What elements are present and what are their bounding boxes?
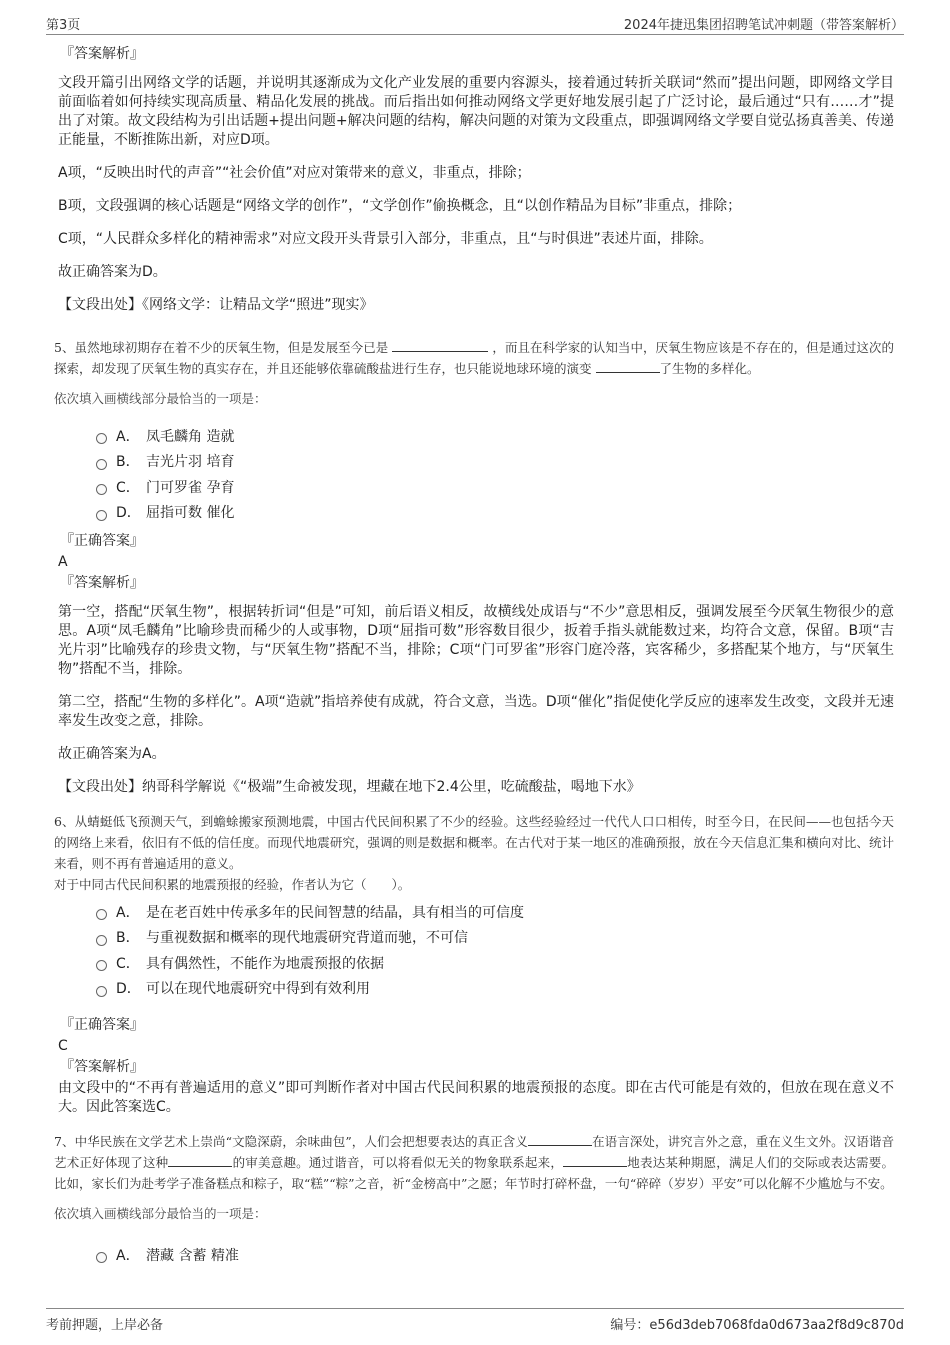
q5-source: 【文段出处】纳哥科学解说《“极端”生命被发现，埋藏在地下2.4公里，吃硫酸盐，喝地下水》	[58, 779, 641, 795]
q6-question: 对于中同古代民间积累的地震预报的经验，作者认为它（ ）。	[54, 877, 411, 892]
radio-icon[interactable]	[96, 459, 107, 470]
radio-icon[interactable]	[96, 935, 107, 946]
q7-stem-part4: 地表达某种期愿，满足人们的交际或表达需要。比如，家长们为赴考学子准备糕点和粽子，取“糕”“粽”之音，祈“金榜高中”之愿；年节时打碎杯盘，一句“碎碎（岁岁）平安”可以化解不少尴尬与不安。	[54, 1155, 894, 1191]
footer-slogan: 考前押题，上岸必备	[46, 1318, 164, 1333]
q5-stem	[54, 337, 894, 379]
q6-option-b[interactable]: B． 与重视数据和概率的现代地震研究背道而驰，不可信	[96, 925, 894, 951]
q6-stem: 6、从蜻蜓低飞预测天气，到蟾蜍搬家预测地震，中国古代民间积累了不少的经验。这些经验经过一代代人口口相传，时至今日，在民间——也包括今天的网络上来看，依旧有不低的信任度。而现代地震研究，强调的则是数据和概率。在古代对于某一地区的准确预报，放在今天信息汇集和横向对比、统计来看，则不再有普遍适用的意义。	[54, 814, 894, 871]
radio-icon[interactable]	[96, 960, 107, 971]
q7-fill-prompt: 依次填入画横线部分最恰当的一项是：	[54, 1206, 267, 1221]
correct-answer-label: 『正确答案』	[60, 533, 144, 549]
q5-option-c[interactable]: C． 门可罗雀 孕育	[96, 474, 894, 500]
q5-blank-2	[596, 360, 660, 373]
radio-icon[interactable]	[96, 986, 107, 997]
q7-option-a[interactable]: A． 潜藏 含蓄 精准	[96, 1242, 894, 1268]
page-footer	[46, 1308, 904, 1333]
q5-conclusion: 故正确答案为A。	[58, 746, 166, 762]
q4-option-c-note: C项，“人民群众多样化的精神需求”对应文段开头背景引入部分，非重点，且“与时俱进”表述片面，排除。	[58, 231, 713, 247]
q4-conclusion: 故正确答案为D。	[58, 264, 167, 280]
q4-source: 【文段出处】《网络文学：让精品文学“照进”现实》	[58, 297, 374, 313]
q6-analysis: 由文段中的“不再有普遍适用的意义”即可判断作者对中国古代民间积累的地震预报的态度。即在古代可能是有效的，但放在现在意义不大。因此答案选C。	[58, 1080, 894, 1115]
q7-stem	[54, 1131, 894, 1194]
radio-icon[interactable]	[96, 433, 107, 444]
radio-icon[interactable]	[96, 510, 107, 521]
page-number: 第3页	[46, 18, 81, 33]
q7-stem-part2: 在语言深处，讲究言外之意，重在义生文外。汉语谐音艺术正好体现了这种	[54, 1134, 894, 1170]
q7-blank-2	[168, 1154, 232, 1167]
q5-fill-prompt: 依次填入画横线部分最恰当的一项是：	[54, 391, 267, 406]
q5-stem-part2: ，而且在科学家的认知当中，厌氧生物应该是不存在的，但是通过这次的探索，却发现了厌氧生物的真实存在，并且还能够依靠硫酸盐进行生存，也只能说地球环境的演变	[54, 340, 894, 376]
q5-option-a[interactable]: A． 凤毛麟角 造就	[96, 423, 894, 449]
q7-blank-3	[563, 1154, 627, 1167]
correct-answer-label: 『正确答案』	[60, 1017, 144, 1033]
document-title: 2024年捷迅集团招聘笔试冲刺题（带答案解析）	[623, 18, 904, 33]
q5-analysis-2: 第二空，搭配“生物的多样化”。A项“造就”指培养使有成就，符合文意，当选。D项“催化”指促使化学反应的速率发生改变，文段并无速率发生改变之意，排除。	[58, 694, 894, 729]
q5-options	[96, 423, 894, 525]
q4-option-a-note: A项，“反映出时代的声音”“社会价值”对应对策带来的意义，非重点，排除；	[58, 165, 531, 181]
q6-option-d[interactable]: D． 可以在现代地震研究中得到有效利用	[96, 976, 894, 1002]
q5-stem-part1: 5、虽然地球初期存在着不少的厌氧生物，但是发展至今已是	[54, 340, 389, 355]
analysis-label: 『答案解析』	[60, 575, 144, 591]
q5-stem-part3: 了生物的多样化。	[659, 361, 760, 376]
analysis-label: 『答案解析』	[60, 46, 144, 62]
q5-option-d[interactable]: D． 屈指可数 催化	[96, 500, 894, 526]
document-body	[54, 44, 894, 1274]
q7-blank-1	[528, 1133, 592, 1146]
radio-icon[interactable]	[96, 484, 107, 495]
q6-answer: C	[58, 1038, 68, 1054]
q6-option-c[interactable]: C． 具有偶然性，不能作为地震预报的依据	[96, 950, 894, 976]
analysis-label: 『答案解析』	[60, 1059, 144, 1075]
page-header	[46, 12, 904, 35]
q6-option-a[interactable]: A． 是在老百姓中传承多年的民间智慧的结晶，具有相当的可信度	[96, 899, 894, 925]
q5-blank-1	[392, 339, 488, 352]
q5-analysis-1: 第一空，搭配“厌氧生物”，根据转折词“但是”可知，前后语义相反，故横线处成语与“不少”意思相反，强调发展至今厌氧生物很少的意思。A项“凤毛麟角”比喻珍贵而稀少的人或事物，D项“屈指可数”形容数目很少，扳着手指头就能数过来，均符合文意，保留。B项“吉光片羽”比喻残存的珍贵文物，与“厌氧生物”搭配不当，排除；C项“门可罗雀”形容门庭冷落，宾客稀少，多搭配某个地方，与“厌氧生物”搭配不当，排除。	[58, 604, 894, 677]
q4-analysis-paragraph: 文段开篇引出网络文学的话题，并说明其逐渐成为文化产业发展的重要内容源头，接着通过转折关联词“然而”提出问题，即网络文学目前面临着如何持续实现高质量、精品化发展的挑战。而后指出如何推动网络文学更好地发展引起了广泛讨论，最后通过“只有……才”提出了对策。故文段结构为引出话题+提出问题+解决问题的结构，解决问题的对策为文段重点，即强调网络文学要自觉弘扬真善美、传递正能量，不断推陈出新，对应D项。	[58, 75, 894, 148]
radio-icon[interactable]	[96, 909, 107, 920]
q6-options	[96, 899, 894, 1001]
q5-answer: A	[58, 554, 68, 570]
q7-stem-part3: 的审美意趣。通过谐音，可以将看似无关的物象联系起来，	[232, 1155, 564, 1170]
q7-options	[96, 1242, 894, 1268]
q7-stem-part1: 7、中华民族在文学艺术上崇尚“文隐深蔚，余味曲包”，人们会把想要表达的真正含义	[54, 1134, 528, 1149]
q5-option-b[interactable]: B． 吉光片羽 培育	[96, 449, 894, 475]
q4-option-b-note: B项，文段强调的核心话题是“网络文学的创作”，“文学创作”偷换概念，且“以创作精品为目标”非重点，排除；	[58, 198, 742, 214]
document-code: 编号：e56d3deb7068fda0d673aa2f8d9c870d	[610, 1318, 904, 1333]
radio-icon[interactable]	[96, 1252, 107, 1263]
